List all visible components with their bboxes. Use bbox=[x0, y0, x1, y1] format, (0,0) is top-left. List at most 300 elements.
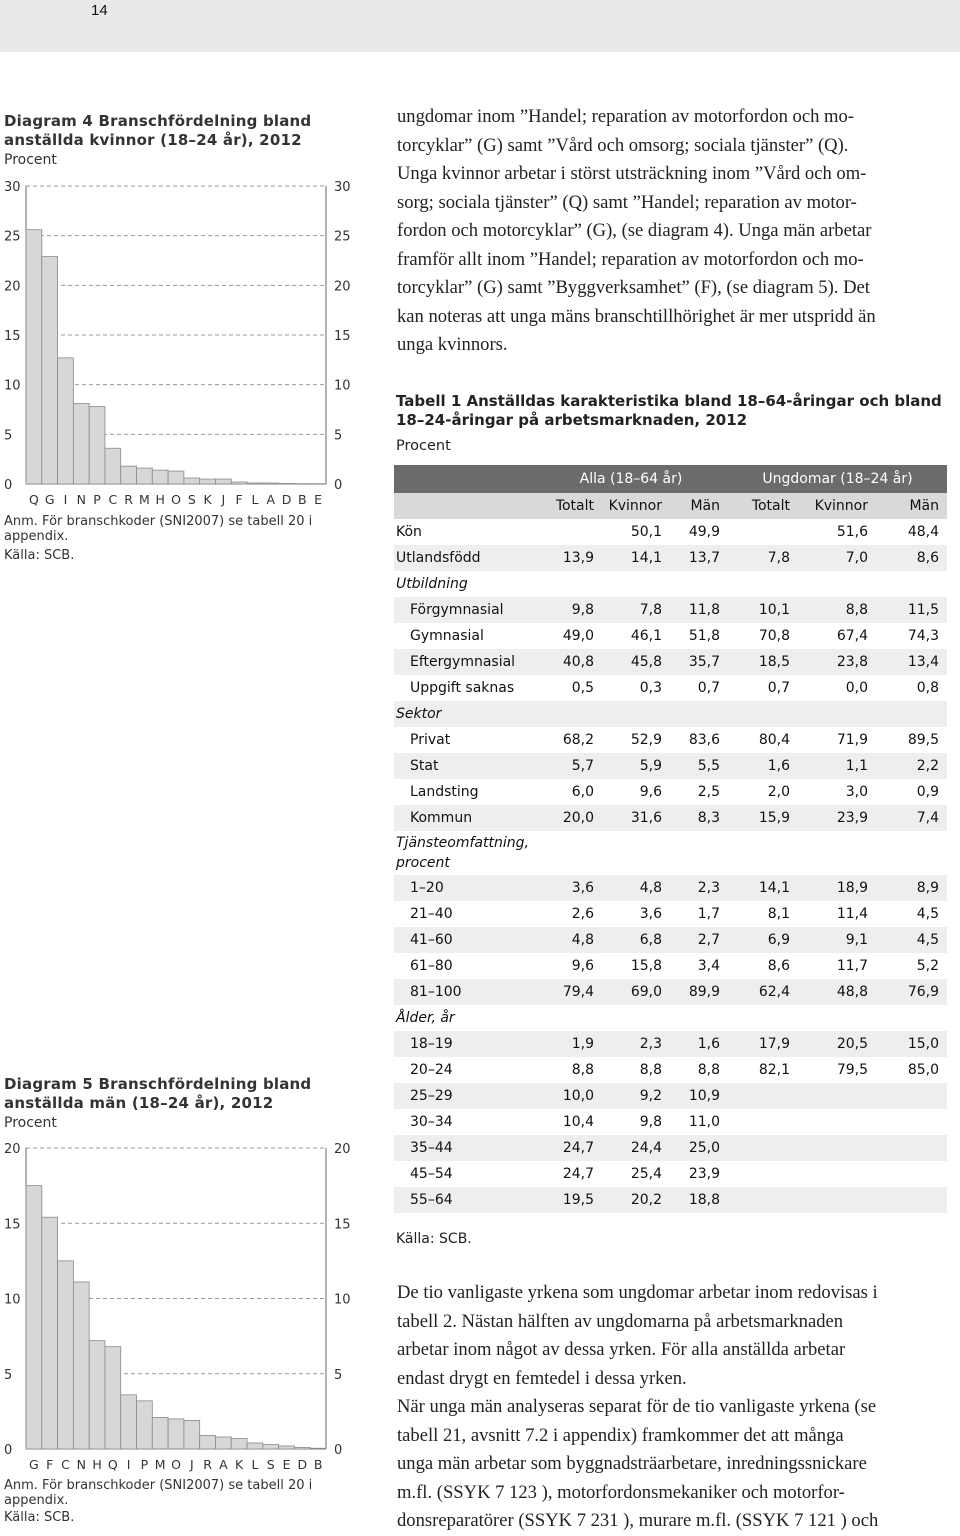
row-label: Kön bbox=[396, 524, 422, 540]
table-cell: 85,0 bbox=[907, 1062, 939, 1078]
table-cell: 70,8 bbox=[758, 628, 790, 644]
diagram4-unit: Procent bbox=[4, 152, 57, 168]
table-cell: 71,9 bbox=[836, 732, 868, 748]
row-label: Utlandsfödd bbox=[394, 545, 534, 571]
table-cell: 5,5 bbox=[670, 753, 728, 779]
table-cell bbox=[534, 519, 602, 545]
table-row bbox=[394, 649, 947, 675]
table-cell: 24,7 bbox=[534, 1135, 602, 1161]
table-cell bbox=[798, 1161, 876, 1187]
y-tick-label-right: 15 bbox=[334, 1217, 351, 1233]
paragraph-line: De tio vanligaste yrkena som ungdomar arbetar inom redovisas i bbox=[397, 1282, 878, 1303]
table-cell bbox=[876, 1109, 947, 1135]
row-label: 45–54 bbox=[410, 1166, 453, 1182]
table-cell: 8,6 bbox=[876, 545, 947, 571]
table-cell: 0,7 bbox=[697, 680, 720, 696]
row-label: 35–44 bbox=[394, 1135, 534, 1161]
table-cell bbox=[876, 1161, 947, 1187]
table-cell: 7,8 bbox=[728, 545, 798, 571]
table-cell: 74,3 bbox=[907, 628, 939, 644]
table-row bbox=[394, 701, 947, 727]
bar bbox=[247, 1443, 263, 1449]
table-cell: 23,8 bbox=[798, 649, 876, 675]
paragraph-line: När unga män analyseras separat för de tio vanligaste yrkena (se bbox=[397, 1396, 877, 1417]
x-tick-label: J bbox=[189, 1457, 194, 1472]
x-tick-label: M bbox=[154, 1457, 166, 1472]
bar bbox=[42, 257, 58, 484]
table-cell bbox=[534, 571, 602, 597]
table-cell: 67,4 bbox=[836, 628, 868, 644]
row-label: 1–20 bbox=[394, 875, 534, 901]
y-tick-label-left: 20 bbox=[4, 279, 21, 295]
table-cell bbox=[728, 519, 798, 545]
table-cell: 10,4 bbox=[562, 1114, 594, 1130]
bar bbox=[279, 484, 295, 485]
table-cell: 1,9 bbox=[534, 1031, 602, 1057]
bar bbox=[215, 479, 231, 484]
x-tick-label: I bbox=[63, 492, 68, 507]
table-cell bbox=[728, 1161, 798, 1187]
page-number: 14 bbox=[91, 2, 108, 19]
x-tick-label: P bbox=[140, 1457, 149, 1472]
bar bbox=[247, 483, 263, 484]
table-cell bbox=[876, 1187, 947, 1213]
row-label: Kommun bbox=[394, 805, 534, 831]
table-cell: 2,2 bbox=[876, 753, 947, 779]
bar bbox=[26, 1186, 42, 1449]
diagram4-note: Anm. För branschkoder (SNI2007) se tabell 20 i appendix. bbox=[4, 514, 313, 544]
y-tick-label-left: 25 bbox=[4, 229, 21, 245]
row-label: Utbildning bbox=[396, 576, 468, 592]
table-cell: 8,8 bbox=[639, 1062, 662, 1078]
x-tick-label: K bbox=[203, 492, 212, 507]
bar bbox=[58, 1261, 74, 1449]
table-cell: 17,9 bbox=[728, 1031, 798, 1057]
table-cell: 35,7 bbox=[670, 649, 728, 675]
paragraph-line: kan noteras att unga mäns branschtillhörighet är mer utspridd än bbox=[397, 305, 876, 327]
row-label: 30–34 bbox=[410, 1114, 453, 1130]
row-label: 18–19 bbox=[394, 1031, 534, 1057]
table-cell bbox=[728, 1083, 798, 1109]
table-cell: 18,9 bbox=[798, 875, 876, 901]
diagram5-title: Diagram 5 Branschfördelning bland anställda män (18–24 år), 2012 bbox=[4, 1075, 312, 1112]
row-label: 81–100 bbox=[394, 979, 534, 1005]
table-cell: 1,6 bbox=[728, 753, 798, 779]
table-cell bbox=[670, 571, 728, 597]
column-header: Totalt bbox=[728, 493, 798, 519]
table-cell: 0,5 bbox=[571, 680, 594, 696]
bar bbox=[168, 1419, 184, 1449]
y-tick-label-left: 15 bbox=[4, 329, 21, 344]
table-row bbox=[394, 875, 947, 901]
bar bbox=[152, 1417, 168, 1449]
y-tick-label-left: 10 bbox=[4, 378, 21, 394]
table-cell bbox=[728, 1187, 798, 1213]
table-row bbox=[394, 831, 947, 875]
table-cell: 10,9 bbox=[670, 1083, 728, 1109]
bar bbox=[137, 468, 153, 484]
x-tick-label: E bbox=[282, 1457, 291, 1472]
x-tick-label: F bbox=[46, 1457, 54, 1472]
table-cell: 9,8 bbox=[534, 597, 602, 623]
table-row bbox=[394, 979, 947, 1005]
column-header: Män bbox=[670, 493, 728, 519]
row-label: 25–29 bbox=[394, 1083, 534, 1109]
table-cell: 0,7 bbox=[767, 680, 790, 696]
table-cell: 7,8 bbox=[602, 597, 670, 623]
table-group-header-row bbox=[394, 465, 947, 493]
paragraph-line: tabell 2. Nästan hälften av ungdomarna på arbetsmarknaden bbox=[397, 1310, 844, 1332]
x-tick-label: R bbox=[203, 1457, 212, 1472]
table-row bbox=[394, 623, 947, 649]
table-cell bbox=[798, 1083, 876, 1109]
table-row bbox=[394, 1109, 947, 1135]
row-label: Eftergymnasial bbox=[394, 649, 534, 675]
y-tick-label-left: 5 bbox=[4, 428, 13, 444]
paragraph-line: fordon och motorcyklar” (G), (se diagram 4). Unga män arbetar bbox=[397, 220, 872, 241]
table-cell: 20,0 bbox=[534, 805, 602, 831]
table-cell: 6,8 bbox=[602, 927, 670, 953]
table-cell: 1,7 bbox=[697, 906, 720, 922]
table-cell: 5,9 bbox=[602, 753, 670, 779]
body-paragraph-2 bbox=[397, 1279, 957, 1536]
paragraph-line: tabell 21, avsnitt 7.2 i appendix) framkommer det att många bbox=[397, 1424, 844, 1446]
table-cell bbox=[798, 1187, 876, 1213]
group-header-all: Alla (18–64 år) bbox=[534, 465, 728, 493]
table-cell: 15,8 bbox=[630, 958, 662, 974]
table-cell bbox=[798, 1005, 876, 1031]
table-cell: 2,5 bbox=[697, 784, 720, 800]
table-cell bbox=[876, 831, 947, 875]
y-tick-label-left: 0 bbox=[4, 478, 13, 493]
table-cell: 10,1 bbox=[728, 597, 798, 623]
row-label: Sektor bbox=[394, 701, 534, 727]
x-tick-label: O bbox=[171, 1457, 181, 1472]
bar bbox=[58, 358, 74, 484]
column-header: Män bbox=[876, 493, 947, 519]
table-cell: 8,6 bbox=[767, 958, 790, 974]
table-cell: 23,9 bbox=[798, 805, 876, 831]
table-row bbox=[394, 1005, 947, 1031]
row-label: 41–60 bbox=[394, 927, 534, 953]
table-row bbox=[394, 519, 947, 545]
y-tick-label-right: 0 bbox=[334, 1443, 343, 1458]
table-cell: 1,6 bbox=[670, 1031, 728, 1057]
table-cell: 18,8 bbox=[670, 1187, 728, 1213]
x-tick-label: B bbox=[298, 492, 307, 507]
table-cell: 49,9 bbox=[688, 524, 720, 540]
table-cell: 11,0 bbox=[688, 1114, 720, 1130]
table-cell: 0,8 bbox=[916, 680, 939, 696]
table-cell bbox=[534, 1005, 602, 1031]
x-tick-label: N bbox=[76, 492, 86, 507]
row-label: 21–40 bbox=[410, 906, 453, 922]
paragraph-line: ungdomar inom ”Handel; reparation av motorfordon och mo- bbox=[397, 106, 854, 127]
diagram5-note: Anm. För branschkoder (SNI2007) se tabell 20 i appendix. bbox=[4, 1478, 313, 1508]
row-label: Landsting bbox=[410, 784, 479, 800]
row-label: 55–64 bbox=[394, 1187, 534, 1213]
row-label: 61–80 bbox=[410, 958, 453, 974]
table-cell: 15,9 bbox=[728, 805, 798, 831]
group-header-youth: Ungdomar (18–24 år) bbox=[728, 465, 947, 493]
table-cell: 6,0 bbox=[571, 784, 594, 800]
x-tick-label: S bbox=[266, 1457, 275, 1472]
bar bbox=[73, 1282, 89, 1449]
paragraph-line: arbetar inom något av dessa yrken. För alla anställda arbetar bbox=[397, 1339, 846, 1360]
paragraph-line: sorg; sociala tjänster” (Q) samt ”Handel; reparation av motor- bbox=[397, 191, 857, 213]
table-cell bbox=[670, 831, 728, 875]
table-cell: 18,5 bbox=[728, 649, 798, 675]
x-tick-label: D bbox=[297, 1457, 308, 1472]
table-cell: 24,4 bbox=[602, 1135, 670, 1161]
table-cell bbox=[876, 701, 947, 727]
table-cell: 11,4 bbox=[836, 906, 868, 922]
y-tick-label-left: 10 bbox=[4, 1292, 21, 1308]
bar bbox=[294, 1447, 310, 1449]
table-row bbox=[394, 927, 947, 953]
table-cell: 0,9 bbox=[916, 784, 939, 800]
table-cell: 11,5 bbox=[876, 597, 947, 623]
bar bbox=[105, 1347, 121, 1449]
x-tick-label: J bbox=[221, 492, 226, 507]
table-cell: 13,9 bbox=[534, 545, 602, 571]
table-cell: 6,9 bbox=[728, 927, 798, 953]
table1-title: Tabell 1 Anställdas karakteristika bland 18–64-åringar och bland 18–24-åringar på arbetsmarknaden, 2012 bbox=[396, 392, 942, 429]
bar bbox=[73, 404, 89, 484]
table-cell: 1,1 bbox=[798, 753, 876, 779]
x-tick-label: I bbox=[126, 1457, 131, 1472]
table-cell: 79,5 bbox=[836, 1062, 868, 1078]
table-column-header-row bbox=[394, 493, 947, 519]
paragraph-line: m.fl. (SSYK 7 123 ), motorfordonsmekaniker och motorfor- bbox=[397, 1481, 845, 1503]
table-cell bbox=[728, 831, 798, 875]
table-cell: 7,0 bbox=[798, 545, 876, 571]
paragraph-line: Unga kvinnor arbetar i störst utsträckning inom ”Vård och om- bbox=[397, 163, 867, 184]
table-cell: 7,4 bbox=[876, 805, 947, 831]
x-tick-label: Q bbox=[107, 1457, 118, 1472]
column-header: Totalt bbox=[534, 493, 602, 519]
x-tick-label: Q bbox=[28, 492, 39, 507]
bar bbox=[105, 448, 121, 484]
row-label: 20–24 bbox=[410, 1062, 453, 1078]
table-cell: 45,8 bbox=[602, 649, 670, 675]
table1 bbox=[394, 465, 947, 1213]
diagram4-source: Källa: SCB. bbox=[4, 548, 75, 563]
table-cell bbox=[728, 571, 798, 597]
table-cell: 13,7 bbox=[670, 545, 728, 571]
table-row bbox=[394, 779, 947, 805]
bar bbox=[137, 1401, 153, 1449]
y-tick-label-left: 15 bbox=[4, 1217, 21, 1233]
table-cell: 50,1 bbox=[630, 524, 662, 540]
diagram5-chart bbox=[0, 1140, 360, 1475]
table-cell: 2,6 bbox=[571, 906, 594, 922]
bar bbox=[294, 484, 310, 485]
table-row bbox=[394, 753, 947, 779]
bar bbox=[121, 1395, 137, 1449]
table-cell: 79,4 bbox=[534, 979, 602, 1005]
bar bbox=[184, 478, 200, 484]
x-tick-label: B bbox=[313, 1457, 323, 1472]
y-tick-label-right: 10 bbox=[334, 378, 351, 394]
paragraph-line: torcyklar” (G) samt ”Byggverksamhet” (F), (se diagram 5). Det bbox=[397, 277, 870, 298]
x-tick-label: P bbox=[93, 492, 101, 507]
table-row bbox=[394, 597, 947, 623]
table-cell: 3,0 bbox=[845, 784, 868, 800]
bar bbox=[152, 470, 168, 484]
table1-unit: Procent bbox=[396, 438, 451, 454]
table-cell: 82,1 bbox=[758, 1062, 790, 1078]
bar bbox=[310, 484, 326, 485]
table-cell: 15,0 bbox=[876, 1031, 947, 1057]
table-cell: 4,8 bbox=[602, 875, 670, 901]
y-tick-label-right: 25 bbox=[334, 229, 351, 245]
table-cell bbox=[876, 571, 947, 597]
table-cell bbox=[728, 1135, 798, 1161]
table-cell: 0,0 bbox=[845, 680, 868, 696]
x-tick-label: G bbox=[44, 492, 55, 507]
y-tick-label-right: 10 bbox=[334, 1292, 351, 1308]
table-cell: 48,4 bbox=[907, 524, 939, 540]
table-cell bbox=[602, 1005, 670, 1031]
x-tick-label: R bbox=[124, 492, 133, 507]
table-cell: 51,8 bbox=[688, 628, 720, 644]
column-header: Kvinnor bbox=[798, 493, 876, 519]
body-paragraph-1 bbox=[397, 103, 957, 360]
table-cell: 13,4 bbox=[876, 649, 947, 675]
table-cell bbox=[728, 701, 798, 727]
y-tick-label-right: 20 bbox=[334, 279, 351, 295]
table-cell: 14,1 bbox=[602, 545, 670, 571]
bar bbox=[263, 1444, 279, 1449]
table-cell: 3,6 bbox=[639, 906, 662, 922]
table-cell bbox=[728, 1005, 798, 1031]
row-label: Uppgift saknas bbox=[410, 680, 515, 696]
y-tick-label-right: 0 bbox=[334, 478, 343, 493]
x-tick-label: O bbox=[171, 492, 181, 507]
table-cell: 4,5 bbox=[916, 906, 939, 922]
row-label: Ålder, år bbox=[396, 1010, 455, 1026]
table-cell bbox=[602, 701, 670, 727]
bar bbox=[184, 1420, 200, 1449]
y-tick-label-left: 0 bbox=[4, 1443, 13, 1458]
table-row bbox=[394, 1187, 947, 1213]
table-cell: 80,4 bbox=[758, 732, 790, 748]
table-cell: 46,1 bbox=[630, 628, 662, 644]
table-cell: 0,3 bbox=[639, 680, 662, 696]
table-cell: 5,2 bbox=[916, 958, 939, 974]
table-row bbox=[394, 727, 947, 753]
table-cell: 9,8 bbox=[639, 1114, 662, 1130]
table-cell: 3,6 bbox=[534, 875, 602, 901]
bar bbox=[121, 466, 137, 484]
table-cell: 11,7 bbox=[836, 958, 868, 974]
table-cell: 24,7 bbox=[562, 1166, 594, 1182]
table-row bbox=[394, 1031, 947, 1057]
table-cell bbox=[670, 1005, 728, 1031]
table-cell: 69,0 bbox=[602, 979, 670, 1005]
table-cell: 31,6 bbox=[602, 805, 670, 831]
diagram5-source: Källa: SCB. bbox=[4, 1510, 75, 1525]
table-cell: 11,8 bbox=[670, 597, 728, 623]
x-tick-label: A bbox=[219, 1457, 228, 1472]
table-cell: 5,7 bbox=[534, 753, 602, 779]
table-cell: 9,6 bbox=[571, 958, 594, 974]
bar bbox=[168, 471, 184, 484]
table-row bbox=[394, 675, 947, 701]
bar bbox=[231, 482, 247, 484]
table-row bbox=[394, 1057, 947, 1083]
paragraph-line: framför allt inom ”Handel; reparation av motorfordon och mo- bbox=[397, 248, 864, 270]
x-tick-label: C bbox=[108, 492, 118, 507]
bar bbox=[310, 1448, 326, 1449]
x-tick-label: E bbox=[314, 492, 323, 507]
table-row bbox=[394, 1083, 947, 1109]
bar bbox=[215, 1437, 231, 1449]
table-row bbox=[394, 901, 947, 927]
table-cell: 2,3 bbox=[670, 875, 728, 901]
bar bbox=[26, 230, 42, 484]
table-cell: 8,8 bbox=[571, 1062, 594, 1078]
table-row bbox=[394, 571, 947, 597]
table-cell: 62,4 bbox=[728, 979, 798, 1005]
x-tick-label: H bbox=[92, 1457, 102, 1472]
x-tick-label: L bbox=[251, 1457, 259, 1472]
y-tick-label-left: 30 bbox=[4, 180, 21, 195]
x-tick-label: C bbox=[61, 1457, 70, 1472]
row-label: Gymnasial bbox=[410, 628, 484, 644]
bar bbox=[89, 1341, 105, 1449]
bar bbox=[200, 1435, 216, 1449]
x-tick-label: H bbox=[155, 492, 165, 507]
y-tick-label-right: 20 bbox=[334, 1142, 351, 1157]
table-cell: 3,4 bbox=[697, 958, 720, 974]
x-tick-label: G bbox=[29, 1457, 39, 1472]
table-cell: 25,4 bbox=[630, 1166, 662, 1182]
table-cell: 8,9 bbox=[876, 875, 947, 901]
table-cell: 4,8 bbox=[534, 927, 602, 953]
column-header: Kvinnor bbox=[602, 493, 670, 519]
table-cell: 51,6 bbox=[836, 524, 868, 540]
table-cell bbox=[876, 1083, 947, 1109]
table-cell: 89,9 bbox=[670, 979, 728, 1005]
table-cell: 19,5 bbox=[534, 1187, 602, 1213]
x-tick-label: K bbox=[235, 1457, 244, 1472]
x-tick-label: A bbox=[266, 492, 276, 507]
table-cell bbox=[798, 571, 876, 597]
row-label: Stat bbox=[394, 753, 534, 779]
table-cell bbox=[602, 571, 670, 597]
bar bbox=[89, 407, 105, 484]
table-cell bbox=[798, 701, 876, 727]
diagram4-chart bbox=[0, 178, 360, 508]
paragraph-line: endast drygt en femtedel i dessa yrken. bbox=[397, 1367, 687, 1389]
x-tick-label: N bbox=[76, 1457, 86, 1472]
table-cell: 14,1 bbox=[728, 875, 798, 901]
table-cell: 8,1 bbox=[767, 906, 790, 922]
x-tick-label: F bbox=[235, 492, 243, 507]
row-label: Förgymnasial bbox=[394, 597, 534, 623]
row-label: Privat bbox=[410, 732, 451, 748]
table-cell: 2,3 bbox=[602, 1031, 670, 1057]
table-cell: 20,5 bbox=[798, 1031, 876, 1057]
table-cell bbox=[534, 701, 602, 727]
table-cell bbox=[670, 701, 728, 727]
x-tick-label: M bbox=[139, 492, 150, 507]
x-tick-label: L bbox=[251, 492, 259, 507]
table-cell bbox=[798, 1135, 876, 1161]
table-cell: 48,8 bbox=[798, 979, 876, 1005]
